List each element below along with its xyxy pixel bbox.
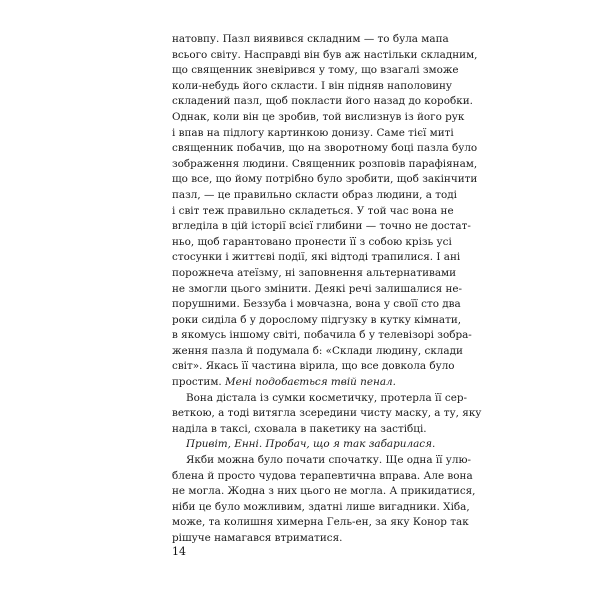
text-line: світ». Якась її частина вірила, що все довкола було [172,360,455,373]
text-line: що священник зневірився у тому, що взагалі зможе [172,64,459,77]
text-line: ньо, щоб гарантовано пронести її з собою крізь усі [172,235,452,248]
text-line: ження пазла й подумала б: «Склади людину, склади [172,344,463,357]
text-line: роки сиділа б у дорослому підгузку в кутку кімнати, [172,313,462,326]
text-line: вгледіла в цій історії всієї глибини — точно не достат- [172,220,471,233]
paragraph-3 [172,437,444,453]
text-line: складений пазл, щоб покласти його назад до коробки. [172,95,473,108]
paragraph-2 [172,391,482,438]
text-line: що все, що йому потрібно було зробити, щоб закінчити [172,173,478,186]
paragraph-1 [172,32,478,391]
text-plain: простим. [172,376,226,389]
text-line: всього світу. Насправді він був аж настільки складним, [172,48,478,61]
text-line: не могла. Жодна з них цього не могла. А прикидатися, [172,485,476,498]
text-line: блена й просто чудова терапевтична вправа. Але вона [172,469,473,482]
text-line: і впав на підлогу картинкою донизу. Саме тієї миті [172,126,454,139]
text-line-italic: Привіт, Енні. Пробач, що я так забарилася. [186,438,436,451]
text-line: пазл, — це правильно скласти образ людини, а тоді [172,188,457,201]
text-line: в якомусь іншому світі, побачила б у телевізорі зобра- [172,329,472,342]
text-line: Вона дістала із сумки косметичку, протерла її сер- [186,391,468,404]
text-line: Однак, коли він це зробив, той вислизнув із його рук [172,110,465,123]
page-number: 14 [172,545,186,558]
paragraph-4 [172,453,476,547]
text-line: ніби це було можливим, здатні лише вигадники. Хіба, [172,500,470,513]
text-line: порожнеча атеїзму, ні заповнення альтернативами [172,266,457,279]
text-line: і світ теж правильно складеться. У той час вона не [172,204,454,217]
text-line: священник побачив, що на зворотному боці пазла було [172,142,478,155]
text-line: Якби можна було почати спочатку. Ще одна її улю- [186,454,472,467]
text-line: зображення людини. Священник розповів парафіянам, [172,157,478,170]
text-line-last: наділа в таксі, сховала в пакетику на застібці. [172,422,427,435]
text-line-last: рішуче намагався втриматися. [172,532,343,544]
text-line: може, та колишня химерна Гель-ен, за яку Конор так [172,516,469,529]
text-line: коли-небудь його скласти. І він підняв наполовину [172,79,453,92]
text-italic: Мені подобається твій пенал. [225,376,396,389]
text-line: веткою, а тоді витягла зсередини чисту маску, а ту, яку [172,407,482,420]
text-line: не змогли цього змінити. Деякі речі залишалися не- [172,282,463,295]
text-line: порушними. Беззуба і мовчазна, вона у своїї сто два [172,298,461,311]
text-line-last [172,375,444,391]
body-text [172,32,482,547]
text-line: стосунки і життєві події, які відтоді трапилися. І ані [172,251,461,264]
text-line: натовпу. Пазл виявився складним — то була мапа [172,33,449,45]
